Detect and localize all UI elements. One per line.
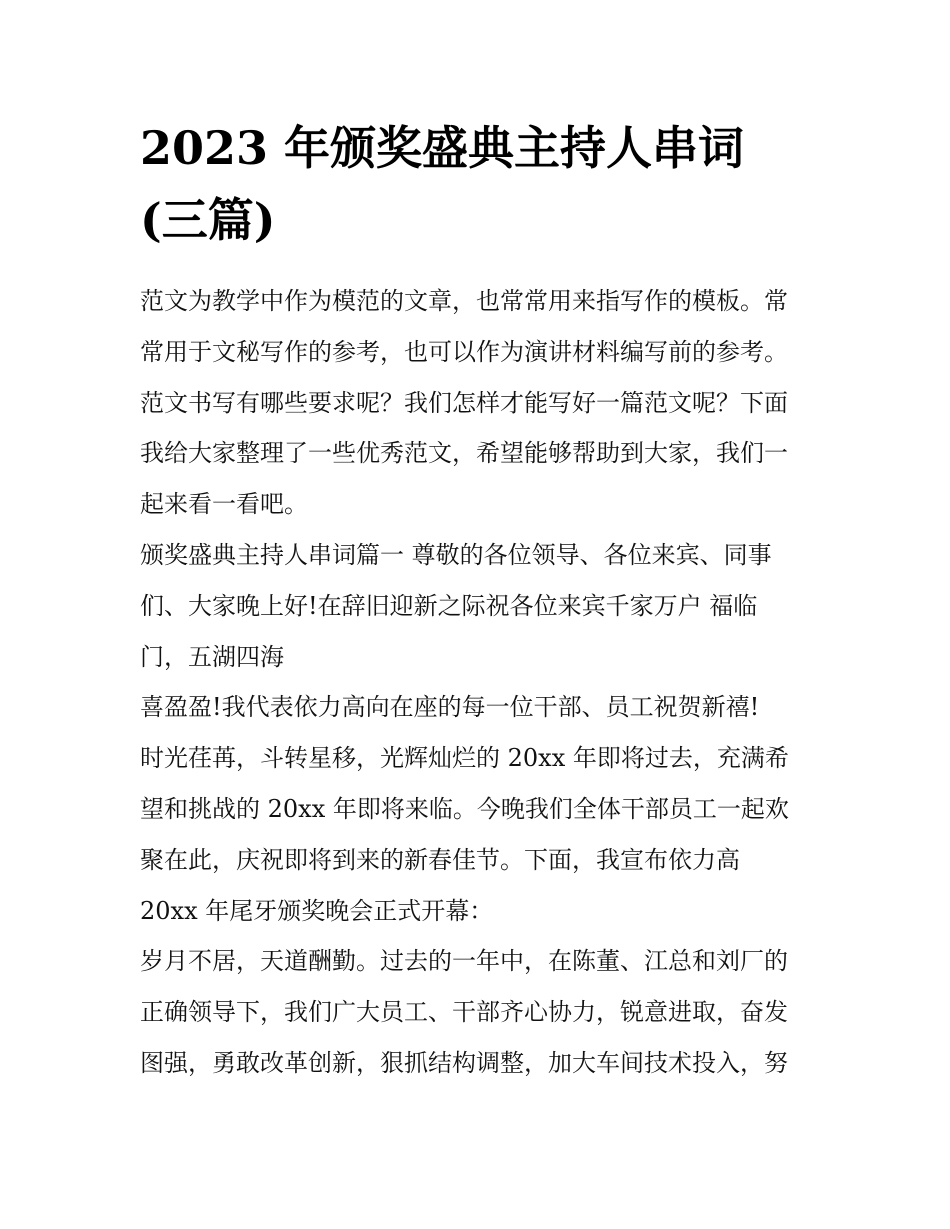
body-line: 颁奖盛典主持人串词篇一 尊敬的各位领导、各位来宾、同事 [140,540,772,569]
body-line: 起来看一看吧。 [140,490,308,519]
body-line: 望和挑战的 20xx 年即将来临。今晚我们全体干部员工一起欢 [140,794,789,823]
body-line: 门，五湖四海 [140,642,284,671]
body-line: 图强，勇敢改革创新，狠抓结构调整，加大车间技术投入，努 [140,1048,788,1077]
title-line: 2023 年颁奖盛典主持人串词 [140,121,745,175]
body-line: 时光荏苒，斗转星移，光辉灿烂的 20xx 年即将过去，充满希 [140,744,789,773]
body-line: 我给大家整理了一些优秀范文，希望能够帮助到大家，我们一 [140,439,788,468]
body-line: 常用于文秘写作的参考，也可以作为演讲材料编写前的参考。 [140,337,788,366]
body-line: 聚在此，庆祝即将到来的新春佳节。下面，我宣布依力高 [140,845,740,874]
body-line: 喜盈盈!我代表依力高向在座的每一位干部、员工祝贺新禧! [140,693,760,722]
body-line: 范文为教学中作为模范的文章，也常常用来指写作的模板。常 [140,287,788,315]
document-body [140,276,830,1089]
body-line: 们、大家晚上好!在辞旧迎新之际祝各位来宾千家万户 福临 [140,591,758,620]
body-line: 范文书写有哪些要求呢？我们怎样才能写好一篇范文呢？下面 [140,388,788,417]
document-title [140,112,820,256]
body-line: 20xx 年尾牙颁奖晚会正式开幕： [140,896,494,925]
title-line: (三篇) [140,193,276,247]
body-line: 岁月不居，天道酬勤。过去的一年中，在陈董、江总和刘厂的 [140,947,788,976]
body-line: 正确领导下，我们广大员工、干部齐心协力，锐意进取，奋发 [140,998,788,1027]
